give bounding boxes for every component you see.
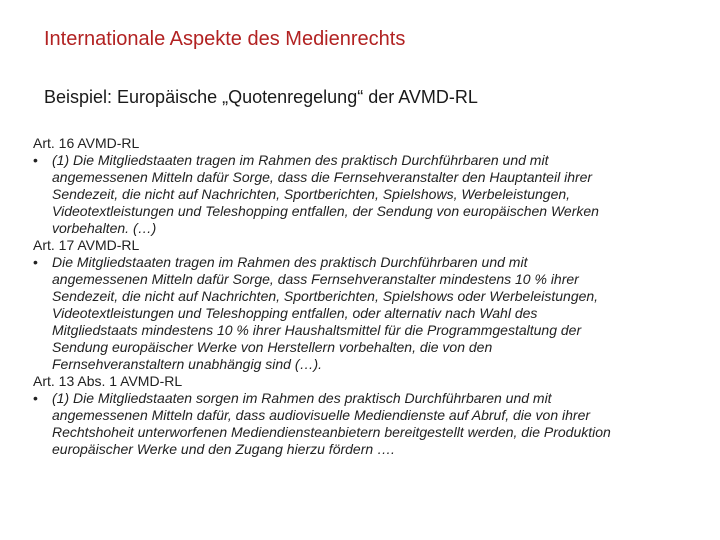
article-text-16: (1) Die Mitgliedstaaten tragen im Rahmen des praktisch Durchführbaren und mit angemessenen Mitteln dafür Sorge, dass die Fernsehveranstalter den Hauptanteil ihrer Sendezeit, die nicht auf Nachrichten, Sportberichten, Spielshows, Werbeleistungen, Videotextleistungen und Teleshopping entfallen, der Sendung von europäischen Werken vorbehalten. (…) [52, 152, 599, 236]
bullet-dot-icon: • [33, 152, 38, 168]
slide-title: Internationale Aspekte des Medienrechts [44, 28, 406, 50]
slide-subtitle: Beispiel: Europäische „Quotenregelung“ der AVMD-RL [44, 87, 478, 107]
bullet-dot-icon: • [33, 390, 38, 406]
article-list [33, 135, 673, 458]
article-heading-16: Art. 16 AVMD-RL [33, 135, 140, 151]
bullet-dot-icon: • [33, 254, 38, 270]
article-heading-13: Art. 13 Abs. 1 AVMD-RL [33, 373, 183, 389]
article-bullet-13 [33, 390, 673, 458]
article-bullet-17 [33, 254, 673, 373]
article-heading-17: Art. 17 AVMD-RL [33, 237, 140, 253]
article-text-13: (1) Die Mitgliedstaaten sorgen im Rahmen des praktisch Durchführbaren und mit angemessenen Mitteln dafür, dass audiovisuelle Mediendienste auf Abruf, die von ihrer Rechtshoheit unterworfenen Mediendiensteanbietern bereitgestellt werden, die Produktion europäischer Werke und den Zugang hierzu fördern …. [52, 390, 611, 457]
article-bullet-16 [33, 152, 673, 237]
article-text-17: Die Mitgliedstaaten tragen im Rahmen des praktisch Durchführbaren und mit angemessenen Mitteln dafür Sorge, dass Fernsehveranstalter mindestens 10 % ihrer Sendezeit, die nicht auf Nachrichten, Sportberichten, Spielshows oder Werbeleistungen, Videotextleistungen und Teleshopping entfallen, oder alternativ nach Wahl des Mitgliedstaats mindestens 10 % ihrer Haushaltsmittel für die Programmgestaltung der Sendung europäischer Werke von Herstellern vorbehalten, die von den Fernsehveranstaltern unabhängig sind (…). [52, 254, 599, 372]
